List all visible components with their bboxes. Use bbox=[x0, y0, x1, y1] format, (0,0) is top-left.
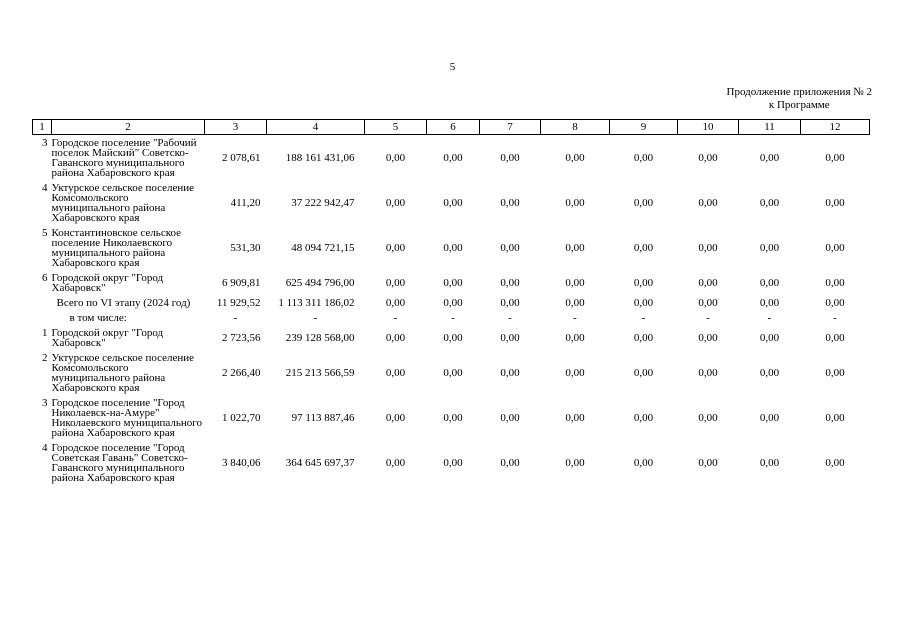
area-cell: 6 909,81 bbox=[222, 277, 261, 289]
dash-cell: - bbox=[706, 312, 710, 324]
total-area: 11 929,52 bbox=[216, 297, 261, 309]
value-cell: 0,00 bbox=[633, 332, 654, 344]
appendix-caption bbox=[727, 86, 872, 112]
row-number: 3 bbox=[42, 137, 48, 149]
value-cell: 0,00 bbox=[698, 152, 718, 164]
value-cell: 0,00 bbox=[698, 197, 718, 209]
value-cell: 0,00 bbox=[385, 152, 406, 164]
total-row bbox=[33, 298, 870, 313]
value-cell: 0,00 bbox=[633, 277, 654, 289]
cost-cell: 239 128 568,00 bbox=[285, 332, 355, 344]
value-cell: 0,00 bbox=[698, 457, 718, 469]
header-cell: 5 bbox=[365, 120, 427, 135]
header-cell: 8 bbox=[541, 120, 610, 135]
table-row bbox=[33, 228, 870, 273]
area-cell: 411,20 bbox=[230, 197, 261, 209]
value-cell: 0,00 bbox=[565, 242, 585, 254]
value-cell: 0,00 bbox=[759, 297, 780, 309]
value-cell: 0,00 bbox=[385, 412, 406, 424]
value-cell: 0,00 bbox=[759, 332, 780, 344]
value-cell: 0,00 bbox=[500, 297, 520, 309]
cost-cell: 364 645 697,37 bbox=[285, 457, 355, 469]
value-cell: 0,00 bbox=[443, 197, 463, 209]
value-cell: 0,00 bbox=[759, 367, 780, 379]
row-number: 6 bbox=[42, 272, 48, 284]
header-cell: 4 bbox=[267, 120, 365, 135]
value-cell: 0,00 bbox=[443, 457, 463, 469]
total-cost: 1 113 311 186,02 bbox=[278, 297, 355, 309]
value-cell: 0,00 bbox=[759, 152, 780, 164]
dash-cell: - bbox=[233, 312, 238, 324]
value-cell: 0,00 bbox=[385, 197, 406, 209]
cost-cell: 97 113 887,46 bbox=[291, 412, 355, 424]
value-cell: 0,00 bbox=[825, 297, 845, 309]
value-cell: 0,00 bbox=[633, 457, 654, 469]
value-cell: 0,00 bbox=[633, 152, 654, 164]
value-cell: 0,00 bbox=[698, 242, 718, 254]
header-cell: 12 bbox=[801, 120, 870, 135]
dash-cell: - bbox=[393, 312, 398, 324]
including-row bbox=[33, 313, 870, 328]
value-cell: 0,00 bbox=[698, 297, 718, 309]
cost-cell: 625 494 796,00 bbox=[285, 277, 355, 289]
value-cell: 0,00 bbox=[443, 412, 463, 424]
value-cell: 0,00 bbox=[633, 242, 654, 254]
area-cell: 1 022,70 bbox=[222, 412, 261, 424]
value-cell: 0,00 bbox=[500, 367, 520, 379]
value-cell: 0,00 bbox=[500, 242, 520, 254]
page-number: 5 bbox=[449, 61, 456, 73]
dash-cell: - bbox=[767, 312, 772, 324]
table-row bbox=[33, 273, 870, 298]
value-cell: 0,00 bbox=[698, 412, 718, 424]
area-cell: 2 266,40 bbox=[222, 367, 261, 379]
municipality-name: Уктурское сельское поселение Комсомольского муниципального района Хабаровского края bbox=[51, 352, 195, 394]
header-cell: 7 bbox=[480, 120, 541, 135]
area-cell: 2 723,56 bbox=[222, 332, 261, 344]
value-cell: 0,00 bbox=[565, 412, 585, 424]
value-cell: 0,00 bbox=[565, 367, 585, 379]
table-row bbox=[33, 443, 870, 488]
header-cell: 6 bbox=[427, 120, 480, 135]
table-row bbox=[33, 183, 870, 228]
total-label: Всего по VI этапу (2024 год) bbox=[56, 297, 191, 309]
value-cell: 0,00 bbox=[759, 242, 780, 254]
value-cell: 0,00 bbox=[565, 297, 585, 309]
header-cell: 3 bbox=[205, 120, 267, 135]
dash-cell: - bbox=[508, 312, 512, 324]
municipality-name: Городское поселение "Город Николаевск-на-Амуре" Николаевского муниципального района Хабаровского края bbox=[51, 397, 203, 439]
value-cell: 0,00 bbox=[500, 457, 520, 469]
caption-line-2: к Программе bbox=[768, 99, 830, 111]
cost-cell: 48 094 721,15 bbox=[291, 242, 355, 254]
value-cell: 0,00 bbox=[565, 152, 585, 164]
municipality-name: Городское поселение "Город Советская Гавань" Советско-Гаванского муниципального района Хабаровского края bbox=[51, 442, 188, 484]
value-cell: 0,00 bbox=[565, 277, 585, 289]
value-cell: 0,00 bbox=[500, 332, 520, 344]
value-cell: 0,00 bbox=[385, 332, 406, 344]
cost-cell: 215 213 566,59 bbox=[285, 367, 355, 379]
value-cell: 0,00 bbox=[565, 197, 585, 209]
row-number: 1 bbox=[42, 327, 48, 339]
value-cell: 0,00 bbox=[500, 197, 520, 209]
dash-cell: - bbox=[573, 312, 577, 324]
value-cell: 0,00 bbox=[759, 277, 780, 289]
area-cell: 3 840,06 bbox=[222, 457, 261, 469]
row-number: 3 bbox=[42, 397, 48, 409]
value-cell: 0,00 bbox=[633, 412, 654, 424]
value-cell: 0,00 bbox=[825, 197, 845, 209]
value-cell: 0,00 bbox=[443, 297, 463, 309]
municipality-name: Константиновское сельское поселение Николаевского муниципального района Хабаровского края bbox=[51, 227, 182, 269]
value-cell: 0,00 bbox=[443, 367, 463, 379]
table-row bbox=[33, 328, 870, 353]
value-cell: 0,00 bbox=[500, 277, 520, 289]
cost-cell: 188 161 431,06 bbox=[285, 152, 355, 164]
value-cell: 0,00 bbox=[825, 367, 845, 379]
area-cell: 531,30 bbox=[230, 242, 261, 254]
municipality-name: Городское поселение "Рабочий поселок Майский" Советско-Гаванского муниципального района Хабаровского края bbox=[51, 137, 197, 179]
row-number: 5 bbox=[42, 227, 48, 239]
value-cell: 0,00 bbox=[565, 332, 585, 344]
header-cell: 2 bbox=[52, 120, 205, 135]
value-cell: 0,00 bbox=[759, 412, 780, 424]
table-row bbox=[33, 353, 870, 398]
table-header-row bbox=[33, 120, 870, 135]
value-cell: 0,00 bbox=[633, 367, 654, 379]
value-cell: 0,00 bbox=[698, 277, 718, 289]
value-cell: 0,00 bbox=[500, 412, 520, 424]
value-cell: 0,00 bbox=[825, 242, 845, 254]
program-table bbox=[32, 119, 870, 488]
dash-cell: - bbox=[833, 312, 837, 324]
value-cell: 0,00 bbox=[443, 277, 463, 289]
value-cell: 0,00 bbox=[825, 457, 845, 469]
caption-line-1: Продолжение приложения № 2 bbox=[726, 86, 872, 98]
dash-cell: - bbox=[641, 312, 646, 324]
value-cell: 0,00 bbox=[759, 197, 780, 209]
row-number: 4 bbox=[42, 182, 48, 194]
dash-cell: - bbox=[451, 312, 455, 324]
header-cell: 11 bbox=[739, 120, 801, 135]
table-row bbox=[33, 135, 870, 184]
value-cell: 0,00 bbox=[385, 457, 406, 469]
value-cell: 0,00 bbox=[385, 297, 406, 309]
including-label: в том числе: bbox=[69, 312, 127, 324]
value-cell: 0,00 bbox=[825, 152, 845, 164]
municipality-name: Уктурское сельское поселение Комсомольского муниципального района Хабаровского края bbox=[51, 182, 195, 224]
value-cell: 0,00 bbox=[565, 457, 585, 469]
value-cell: 0,00 bbox=[759, 457, 780, 469]
value-cell: 0,00 bbox=[385, 367, 406, 379]
header-cell: 10 bbox=[678, 120, 739, 135]
value-cell: 0,00 bbox=[443, 152, 463, 164]
value-cell: 0,00 bbox=[633, 197, 654, 209]
dash-cell: - bbox=[313, 312, 318, 324]
table-row bbox=[33, 398, 870, 443]
value-cell: 0,00 bbox=[385, 242, 406, 254]
value-cell: 0,00 bbox=[698, 332, 718, 344]
cost-cell: 37 222 942,47 bbox=[291, 197, 355, 209]
header-cell: 1 bbox=[33, 120, 52, 135]
value-cell: 0,00 bbox=[825, 277, 845, 289]
row-number: 4 bbox=[42, 442, 48, 454]
value-cell: 0,00 bbox=[443, 242, 463, 254]
value-cell: 0,00 bbox=[698, 367, 718, 379]
municipality-name: Городской округ "Город Хабаровск" bbox=[51, 272, 164, 294]
area-cell: 2 078,61 bbox=[222, 152, 261, 164]
value-cell: 0,00 bbox=[825, 332, 845, 344]
row-number: 2 bbox=[42, 352, 48, 364]
header-cell: 9 bbox=[610, 120, 678, 135]
value-cell: 0,00 bbox=[500, 152, 520, 164]
municipality-name: Городской округ "Город Хабаровск" bbox=[51, 327, 164, 349]
value-cell: 0,00 bbox=[825, 412, 845, 424]
value-cell: 0,00 bbox=[385, 277, 406, 289]
value-cell: 0,00 bbox=[633, 297, 654, 309]
value-cell: 0,00 bbox=[443, 332, 463, 344]
